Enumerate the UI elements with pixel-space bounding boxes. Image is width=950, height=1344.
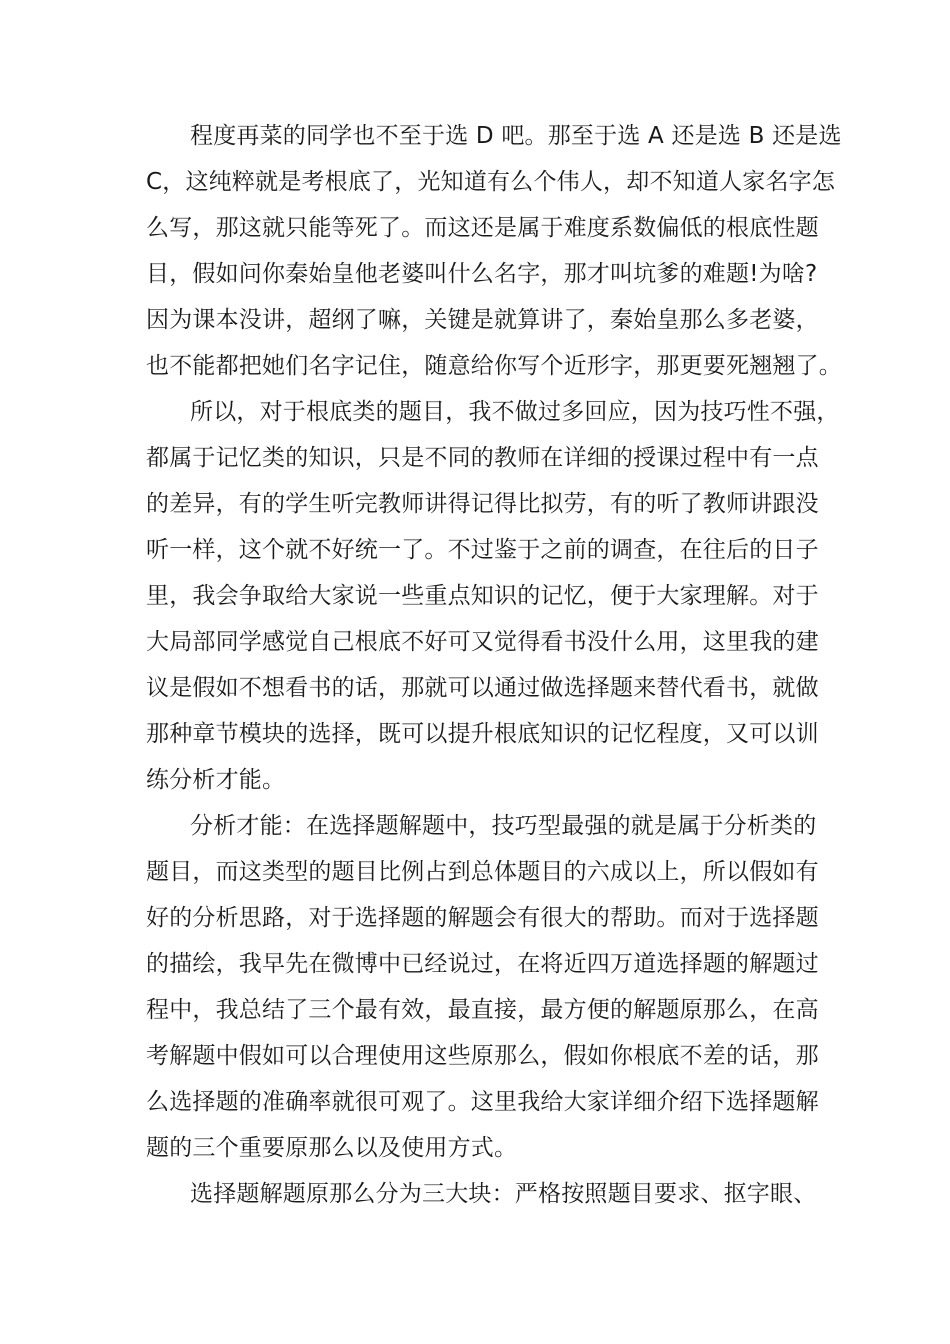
paragraph-3-line-6: 考解题中假如可以合理使用这些原那么，假如你根底不差的话，那 bbox=[146, 1043, 819, 1069]
paragraph-2-line-8: 那种章节模块的选择，既可以提升根底知识的记忆程度，又可以训 bbox=[146, 721, 819, 747]
paragraph-3-line-5: 程中，我总结了三个最有效，最直接，最方便的解题原那么，在高 bbox=[146, 997, 819, 1023]
paragraph-2-line-6: 大局部同学感觉自己根底不好可又觉得看书没什么用，这里我的建 bbox=[146, 629, 819, 655]
paragraph-1-line-6: 也不能都把她们名字记住，随意给你写个近形字，那更要死翘翘了。 bbox=[146, 353, 842, 379]
paragraph-1-line-5: 因为课本没讲，超纲了嘛，关键是就算讲了，秦始皇那么多老婆， bbox=[146, 307, 819, 333]
paragraph-2-line-4: 听一样，这个就不好统一了。不过鉴于之前的调查，在往后的日子 bbox=[146, 537, 819, 563]
paragraph-2-line-3: 的差异，有的学生听完教师讲得记得比拟劳，有的听了教师讲跟没 bbox=[146, 491, 819, 517]
paragraph-1-line-2: C，这纯粹就是考根底了，光知道有么个伟人，却不知道人家名字怎 bbox=[146, 169, 836, 195]
paragraph-3-line-2: 题目，而这类型的题目比例占到总体题目的六成以上，所以假如有 bbox=[146, 859, 819, 885]
paragraph-3-line-1: 分析才能：在选择题解题中，技巧型最强的就是属于分析类的 bbox=[190, 813, 817, 839]
paragraph-3-line-4: 的描绘，我早先在微博中已经说过，在将近四万道选择题的解题过 bbox=[146, 951, 819, 977]
paragraph-3-line-8: 题的三个重要原那么以及使用方式。 bbox=[146, 1135, 518, 1161]
paragraph-3-line-3: 好的分析思路，对于选择题的解题会有很大的帮助。而对于选择题 bbox=[146, 905, 819, 931]
paragraph-2-line-2: 都属于记忆类的知识，只是不同的教师在详细的授课过程中有一点 bbox=[146, 445, 819, 471]
paragraph-1-line-4: 目，假如问你秦始皇他老婆叫什么名字，那才叫坑爹的难题!为啥? bbox=[146, 261, 818, 287]
paragraph-2-line-1: 所以，对于根底类的题目，我不做过多回应，因为技巧性不强， bbox=[190, 399, 840, 425]
paragraph-4-line-1: 选择题解题原那么分为三大块：严格按照题目要求、抠字眼、 bbox=[190, 1181, 817, 1207]
paragraph-1-line-1: 程度再菜的同学也不至于选 D 吧。那至于选 A 还是选 B 还是选 bbox=[190, 123, 842, 149]
paragraph-2-line-9: 练分析才能。 bbox=[146, 767, 286, 793]
paragraph-2-line-7: 议是假如不想看书的话，那就可以通过做选择题来替代看书，就做 bbox=[146, 675, 819, 701]
paragraph-3-line-7: 么选择题的准确率就很可观了。这里我给大家详细介绍下选择题解 bbox=[146, 1089, 819, 1115]
paragraph-1-line-3: 么写，那这就只能等死了。而这还是属于难度系数偏低的根底性题 bbox=[146, 215, 819, 241]
paragraph-2-line-5: 里，我会争取给大家说一些重点知识的记忆，便于大家理解。对于 bbox=[146, 583, 819, 609]
